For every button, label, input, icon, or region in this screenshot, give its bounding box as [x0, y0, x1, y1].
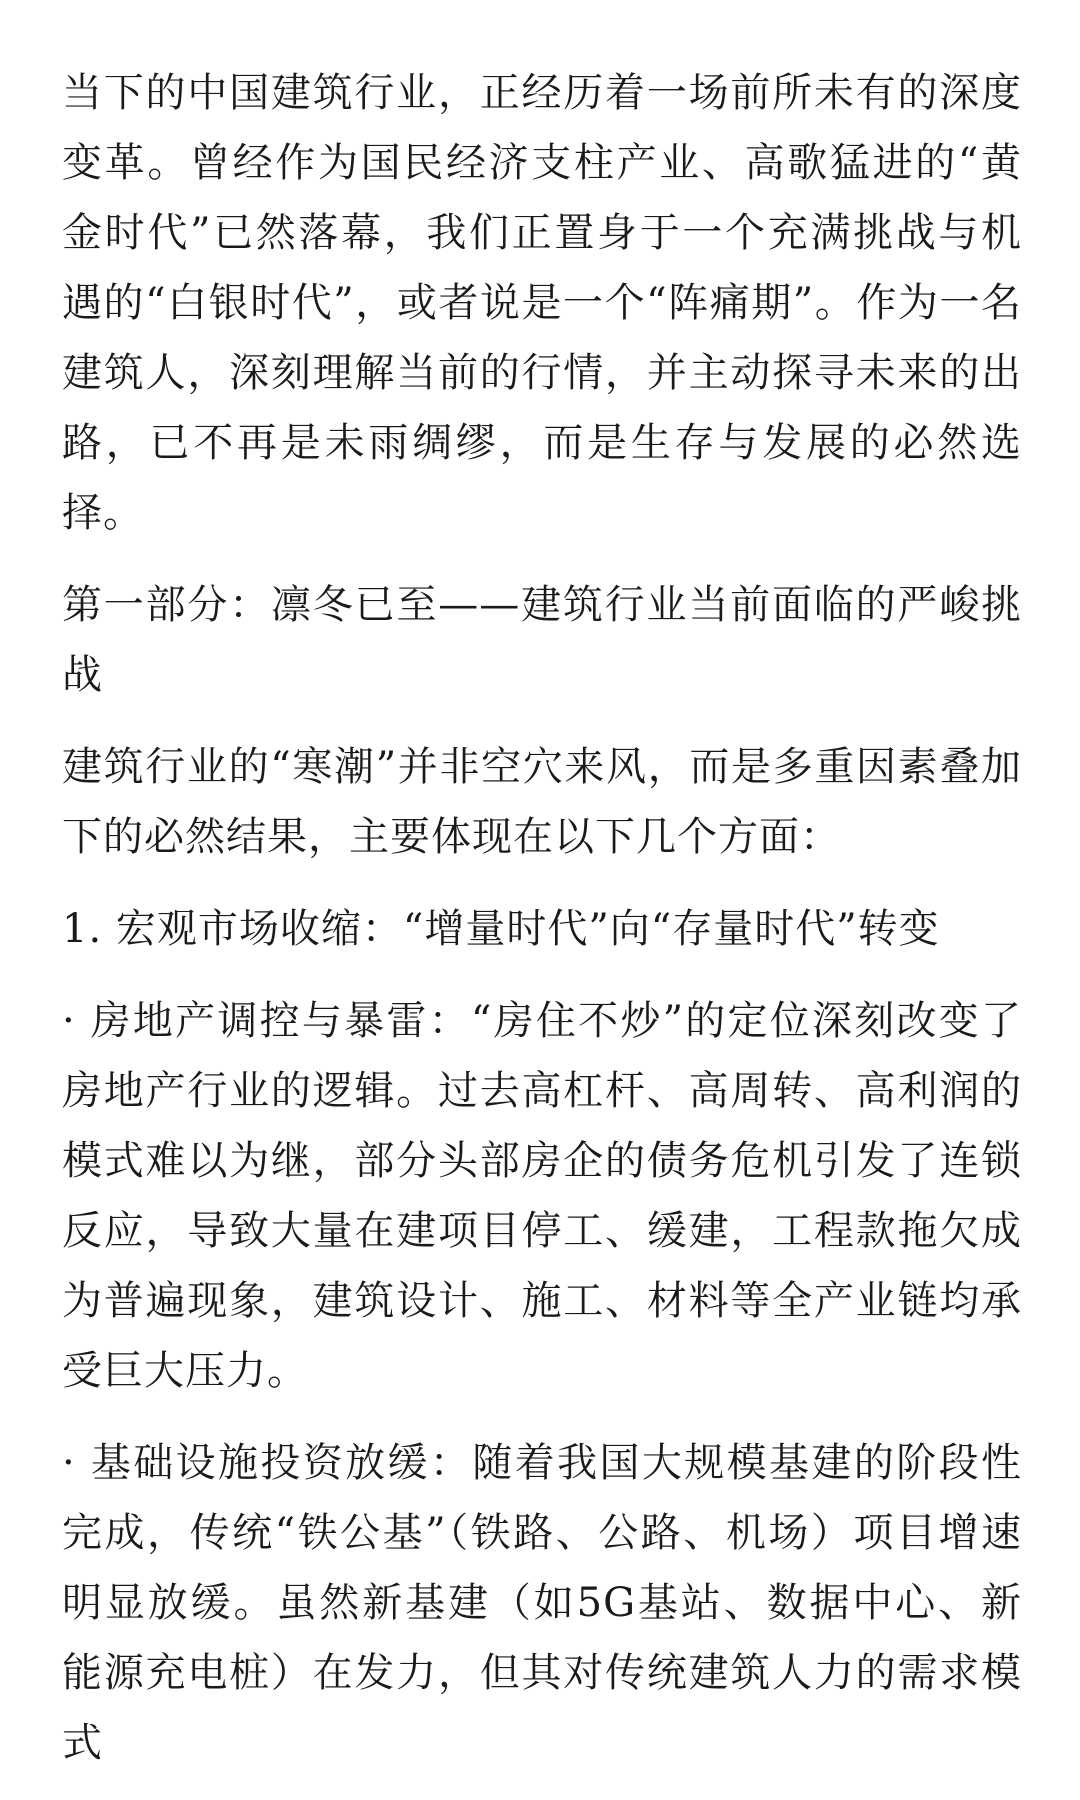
intro-paragraph: 当下的中国建筑行业，正经历着一场前所未有的深度变革。曾经作为国民经济支柱产业、高歌猛进的“黄金时代”已然落幕，我们正置身于一个充满挑战与机遇的“白银时代”，或者说是一个“阵痛期”。作为一名建筑人，深刻理解当前的行情，并主动探寻未来的出路，已不再是未雨绸缪，而是生存与发展的必然选择。	[62, 70, 1022, 536]
section-title: 第一部分：凛冬已至——建筑行业当前面临的严峻挑战	[62, 582, 1022, 698]
section-lead-paragraph: 建筑行业的“寒潮”并非空穴来风，而是多重因素叠加下的必然结果，主要体现在以下几个方面：	[62, 744, 1022, 860]
article-body	[62, 58, 1022, 1800]
bullet-real-estate: · 房地产调控与暴雷：“房住不炒”的定位深刻改变了房地产行业的逻辑。过去高杠杆、高周转、高利润的模式难以为继，部分头部房企的债务危机引发了连锁反应，导致大量在建项目停工、缓建，工程款拖欠成为普遍现象，建筑设计、施工、材料等全产业链均承受巨大压力。	[62, 998, 1022, 1394]
bullet-infrastructure: · 基础设施投资放缓：随着我国大规模基建的阶段性完成，传统“铁公基”（铁路、公路、机场）项目增速明显放缓。虽然新基建（如5G基站、数据中心、新能源充电桩）在发力，但其对传统建筑人力的需求模式	[62, 1440, 1022, 1766]
point-heading: 1. 宏观市场收缩：“增量时代”向“存量时代”转变	[62, 906, 940, 952]
